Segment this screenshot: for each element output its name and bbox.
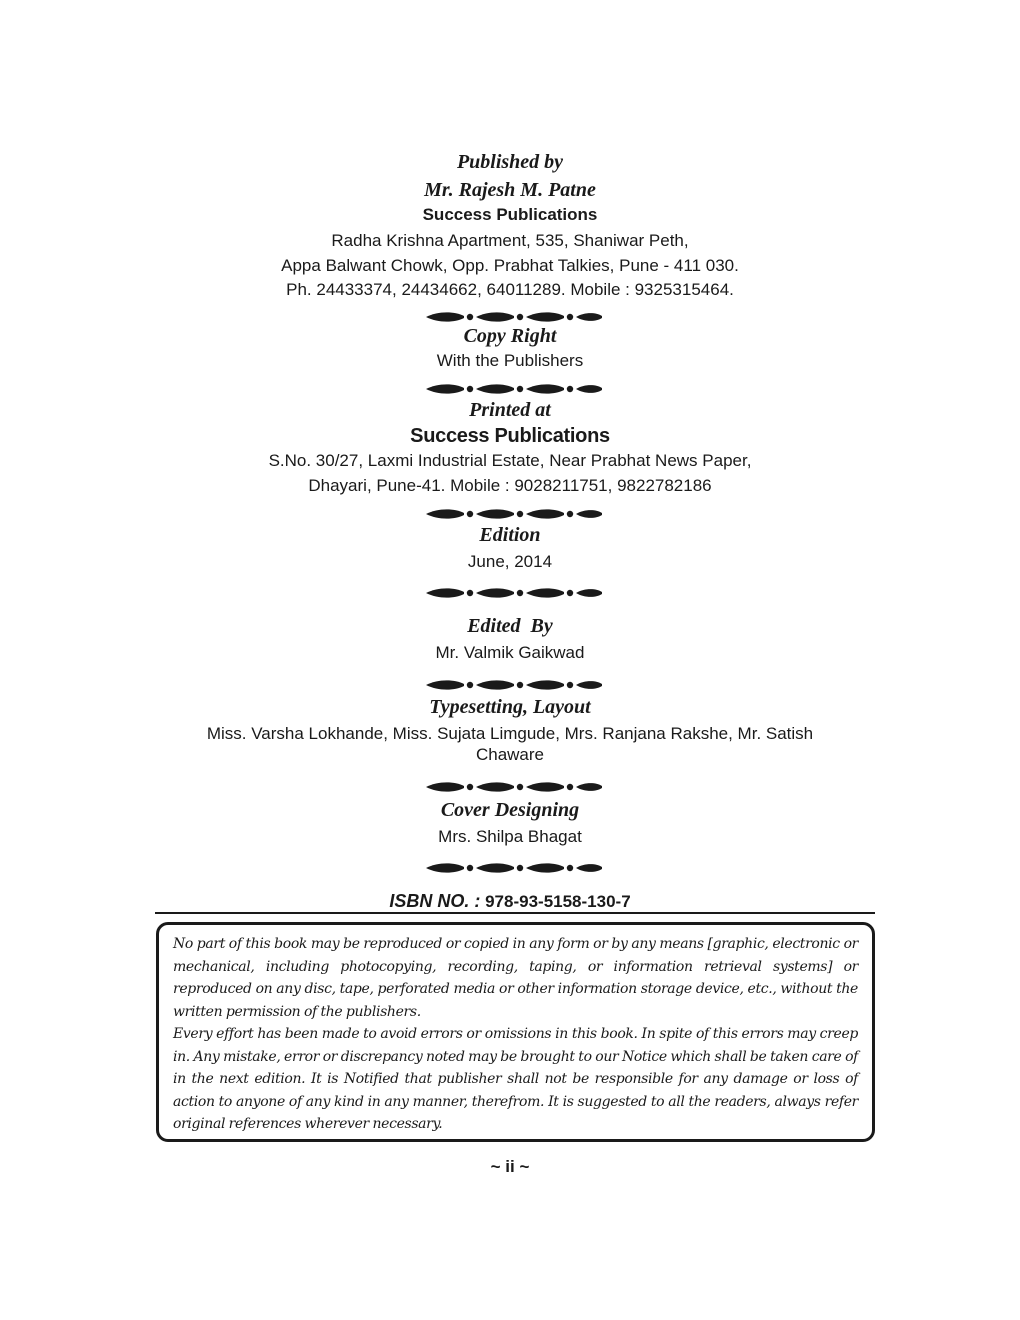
typesetting-section bbox=[0, 694, 1020, 766]
published-section bbox=[0, 149, 1020, 302]
leaf-vine-divider-icon bbox=[424, 780, 604, 794]
isbn-label: ISBN NO. : bbox=[389, 891, 481, 911]
typesetting-line1: Miss. Varsha Lokhande, Miss. Sujata Limgude, Mrs. Ranjana Rakshe, Mr. Satish bbox=[206, 724, 814, 743]
printed-heading: Printed at bbox=[469, 399, 551, 421]
cover-text: Mrs. Shilpa Bhagat bbox=[438, 827, 582, 846]
copyright-notice-box bbox=[156, 922, 875, 1142]
leaf-vine-divider-icon bbox=[424, 861, 604, 875]
divider-rule bbox=[155, 912, 875, 914]
edited-by-text: Mr. Valmik Gaikwad bbox=[435, 643, 585, 662]
printer-address-line2: Dhayari, Pune-41. Mobile : 9028211751, 9822782186 bbox=[308, 476, 712, 495]
printer-address-line1: S.No. 30/27, Laxmi Industrial Estate, Near Prabhat News Paper, bbox=[268, 451, 752, 470]
publisher-name: Mr. Rajesh M. Patne bbox=[424, 179, 596, 201]
copyright-text: With the Publishers bbox=[436, 351, 584, 370]
page-number: ~ ii ~ bbox=[490, 1157, 530, 1176]
edition-heading: Edition bbox=[479, 524, 541, 546]
notice-paragraph-reproduction: No part of this book may be reproduced or copied in any form or by any means [graphic, electronic or mechanical, including photocopying, recording, taping, or information retrieval systems] or reproduced on any disc, tape, perforated media or other information storage device, etc., without the written permission of the publishers. bbox=[173, 936, 858, 1020]
printer-company: Success Publications bbox=[410, 425, 610, 447]
leaf-vine-divider-icon bbox=[424, 586, 604, 600]
published-heading: Published by bbox=[456, 151, 564, 173]
leaf-vine-divider-icon bbox=[424, 507, 604, 521]
edited-by-heading: Edited By bbox=[467, 615, 553, 637]
publisher-company: Success Publications bbox=[422, 205, 598, 224]
cover-heading: Cover Designing bbox=[440, 799, 580, 821]
publisher-phone-line: Ph. 24433374, 24434662, 64011289. Mobile : 9325315464. bbox=[286, 280, 734, 299]
publisher-address-line1: Radha Krishna Apartment, 535, Shaniwar Peth, bbox=[331, 231, 689, 250]
copyright-section bbox=[0, 323, 1020, 373]
leaf-vine-divider-icon bbox=[424, 382, 604, 396]
cover-section bbox=[0, 797, 1020, 849]
typesetting-line2: Chaware bbox=[475, 745, 545, 764]
notice-paragraph-errors: Every effort has been made to avoid errors or omissions in this book. In spite of this errors may creep in. Any mistake, error or discrepancy noted may be brought to our Notice which shall be taken care of in the next edition. It is Notified that publisher shall not be responsible for any damage or loss of action to anyone of any kind in any manner, therefrom. It is suggested to all the readers, always refer original references wherever necessary. bbox=[173, 1026, 858, 1132]
copyright-heading: Copy Right bbox=[463, 325, 557, 347]
edition-text: June, 2014 bbox=[467, 552, 553, 571]
edition-section bbox=[0, 522, 1020, 574]
edited-by-section bbox=[0, 613, 1020, 665]
leaf-vine-divider-icon bbox=[424, 678, 604, 692]
printed-section bbox=[0, 397, 1020, 498]
typesetting-heading: Typesetting, Layout bbox=[429, 696, 591, 718]
publisher-address-line2: Appa Balwant Chowk, Opp. Prabhat Talkies, Pune - 411 030. bbox=[281, 256, 739, 275]
leaf-vine-divider-icon bbox=[424, 310, 604, 324]
isbn-line bbox=[0, 890, 1020, 913]
isbn-value: 978-93-5158-130-7 bbox=[485, 892, 631, 911]
